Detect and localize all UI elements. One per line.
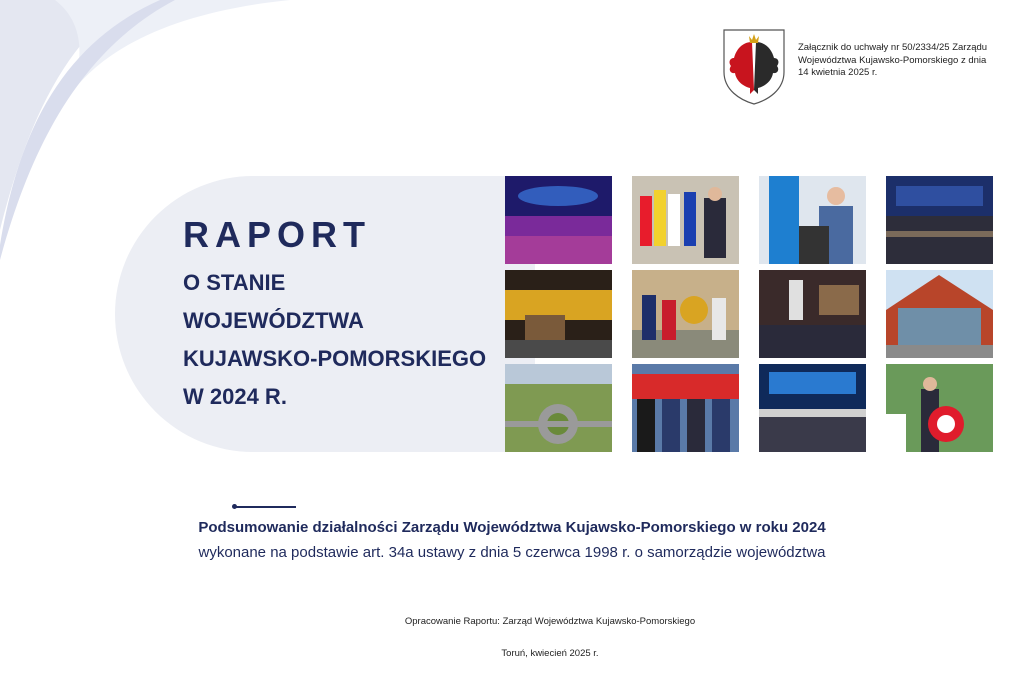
report-title: RAPORT xyxy=(183,214,371,255)
photo-concert xyxy=(505,176,612,264)
photo-folk-dancers xyxy=(632,270,739,358)
photo-train-agreement xyxy=(632,364,739,452)
photo-flags-ceremony xyxy=(632,176,739,264)
subtitle-line: W 2024 R. xyxy=(183,384,287,409)
photo-grid xyxy=(505,176,996,452)
place-and-date: Toruń, kwiecień 2025 r. xyxy=(501,648,599,659)
photo-conference-hall xyxy=(886,176,993,264)
photo-exhibition xyxy=(759,270,866,358)
photo-roundabout-aerial xyxy=(505,364,612,452)
photo-session-table xyxy=(759,364,866,452)
photo-musicians xyxy=(505,270,612,358)
coat-of-arms-icon xyxy=(722,28,786,106)
subtitle-line: O STANIE xyxy=(183,270,286,295)
report-subtitle xyxy=(183,264,486,416)
divider-line xyxy=(234,506,296,508)
prepared-by: Opracowanie Raportu: Zarząd Województwa Kujawsko-Pomorskiego xyxy=(404,616,696,627)
subtitle-line: KUJAWSKO-POMORSKIEGO xyxy=(183,346,487,371)
photo-speaker-podium xyxy=(759,176,866,264)
photo-modern-building xyxy=(886,270,993,358)
summary-heading: Podsumowanie działalności Zarządu Województwa Kujawsko-Pomorskiego w roku 2024 xyxy=(198,519,826,536)
subtitle-line: WOJEWÓDZTWA xyxy=(183,308,364,333)
photo-wreath-ceremony xyxy=(886,364,993,452)
resolution-note: Załącznik do uchwały nr 50/2334/25 Zarządu Województwa Kujawsko-Pomorskiego z dnia 14 kwietnia 2025 r. xyxy=(798,42,988,78)
summary-legal-basis: wykonane na podstawie art. 34a ustawy z dnia 5 czerwca 1998 r. o samorządzie województwa xyxy=(198,544,826,561)
header-note xyxy=(722,28,998,106)
